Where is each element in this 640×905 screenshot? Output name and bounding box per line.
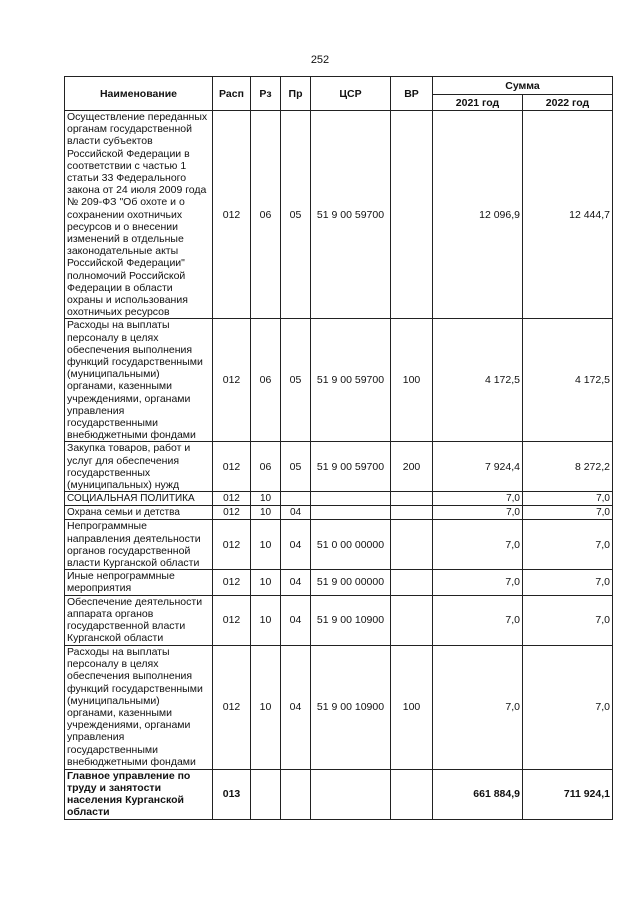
cell-csr: 51 0 00 00000 — [311, 520, 391, 570]
cell-name: Иные непрограммные мероприятия — [65, 570, 213, 595]
cell-rz: 10 — [251, 492, 281, 506]
cell-vr — [391, 111, 433, 319]
header-rz: Рз — [251, 77, 281, 111]
cell-name: Охрана семьи и детства — [65, 506, 213, 520]
cell-y2022: 7,0 — [523, 506, 613, 520]
cell-rz: 10 — [251, 506, 281, 520]
cell-y2022: 4 172,5 — [523, 319, 613, 442]
cell-csr — [311, 769, 391, 819]
cell-csr — [311, 506, 391, 520]
cell-rasp: 013 — [213, 769, 251, 819]
cell-vr: 100 — [391, 319, 433, 442]
header-2021: 2021 год — [433, 95, 523, 111]
cell-y2021: 7,0 — [433, 506, 523, 520]
cell-rz: 10 — [251, 570, 281, 595]
cell-pr: 05 — [281, 319, 311, 442]
cell-rz: 06 — [251, 111, 281, 319]
budget-table — [64, 76, 613, 820]
cell-y2022: 711 924,1 — [523, 769, 613, 819]
cell-rasp: 012 — [213, 570, 251, 595]
table-row — [65, 442, 613, 492]
header-pr: Пр — [281, 77, 311, 111]
header-rasp: Расп — [213, 77, 251, 111]
cell-y2021: 4 172,5 — [433, 319, 523, 442]
cell-y2022: 7,0 — [523, 645, 613, 769]
header-sum: Сумма — [433, 77, 613, 95]
cell-vr: 100 — [391, 645, 433, 769]
cell-y2022: 7,0 — [523, 520, 613, 570]
header-name: Наименование — [65, 77, 213, 111]
cell-y2021: 12 096,9 — [433, 111, 523, 319]
cell-rz: 10 — [251, 645, 281, 769]
cell-csr: 51 9 00 59700 — [311, 319, 391, 442]
cell-name: Расходы на выплаты персоналу в целях обеспечения выполнения функций государственными (муниципальными) органами, казенными учреждениями, органами управления государственными внебюджетными фондами — [65, 319, 213, 442]
cell-name: Расходы на выплаты персоналу в целях обеспечения выполнения функций государственными (муниципальными) органами, казенными учреждениями, органами управления государственными внебюджетными фондами — [65, 645, 213, 769]
cell-name: Непрограммные направления деятельности органов государственной власти Курганской области — [65, 520, 213, 570]
cell-rasp: 012 — [213, 506, 251, 520]
table-row — [65, 645, 613, 769]
cell-rasp: 012 — [213, 319, 251, 442]
cell-name: Закупка товаров, работ и услуг для обеспечения государственных (муниципальных) нужд — [65, 442, 213, 492]
table-row — [65, 492, 613, 506]
table-row — [65, 111, 613, 319]
cell-rasp: 012 — [213, 595, 251, 645]
cell-name: СОЦИАЛЬНАЯ ПОЛИТИКА — [65, 492, 213, 506]
cell-rz: 10 — [251, 595, 281, 645]
cell-csr: 51 9 00 59700 — [311, 442, 391, 492]
page-number: 252 — [310, 54, 330, 66]
table-row — [65, 769, 613, 819]
header-vr: ВР — [391, 77, 433, 111]
cell-pr — [281, 492, 311, 506]
cell-rz: 10 — [251, 520, 281, 570]
cell-y2021: 7,0 — [433, 645, 523, 769]
cell-y2022: 7,0 — [523, 595, 613, 645]
cell-y2021: 7,0 — [433, 492, 523, 506]
cell-rasp: 012 — [213, 492, 251, 506]
cell-rasp: 012 — [213, 111, 251, 319]
cell-pr: 04 — [281, 570, 311, 595]
cell-y2021: 7,0 — [433, 520, 523, 570]
cell-rasp: 012 — [213, 520, 251, 570]
cell-vr — [391, 570, 433, 595]
cell-vr — [391, 506, 433, 520]
cell-y2022: 8 272,2 — [523, 442, 613, 492]
cell-rasp: 012 — [213, 645, 251, 769]
cell-csr: 51 9 00 10900 — [311, 645, 391, 769]
cell-csr — [311, 492, 391, 506]
cell-y2021: 7,0 — [433, 570, 523, 595]
cell-rasp: 012 — [213, 442, 251, 492]
cell-vr — [391, 595, 433, 645]
cell-pr: 04 — [281, 645, 311, 769]
header-2022: 2022 год — [523, 95, 613, 111]
cell-vr — [391, 769, 433, 819]
cell-vr: 200 — [391, 442, 433, 492]
cell-y2022: 7,0 — [523, 570, 613, 595]
cell-csr: 51 9 00 10900 — [311, 595, 391, 645]
cell-rz — [251, 769, 281, 819]
cell-vr — [391, 492, 433, 506]
header-csr: ЦСР — [311, 77, 391, 111]
cell-name: Осуществление переданных органам государственной власти субъектов Российской Федерации в соответствии с частью 1 статьи 33 Федерального закона от 24 июля 2009 года № 209-ФЗ "Об охоте и о сохранении охотничьих ресурсов и о внесении изменений в отдельные законодательные акты Российской Федерации" полномочий Российской Федерации в области охраны и использования охотничьих ресурсов — [65, 111, 213, 319]
table-row — [65, 319, 613, 442]
table-row — [65, 506, 613, 520]
cell-y2021: 7,0 — [433, 595, 523, 645]
cell-pr: 04 — [281, 506, 311, 520]
table-body — [65, 111, 613, 820]
cell-pr: 05 — [281, 442, 311, 492]
cell-rz: 06 — [251, 442, 281, 492]
cell-pr: 04 — [281, 595, 311, 645]
cell-name: Обеспечение деятельности аппарата органов государственной власти Курганской области — [65, 595, 213, 645]
cell-y2022: 7,0 — [523, 492, 613, 506]
cell-y2021: 661 884,9 — [433, 769, 523, 819]
cell-y2022: 12 444,7 — [523, 111, 613, 319]
cell-csr: 51 9 00 00000 — [311, 570, 391, 595]
cell-pr — [281, 769, 311, 819]
cell-pr: 05 — [281, 111, 311, 319]
cell-rz: 06 — [251, 319, 281, 442]
table-row — [65, 520, 613, 570]
cell-csr: 51 9 00 59700 — [311, 111, 391, 319]
table-row — [65, 570, 613, 595]
cell-name: Главное управление по труду и занятости населения Курганской области — [65, 769, 213, 819]
cell-y2021: 7 924,4 — [433, 442, 523, 492]
cell-vr — [391, 520, 433, 570]
table-row — [65, 595, 613, 645]
cell-pr: 04 — [281, 520, 311, 570]
